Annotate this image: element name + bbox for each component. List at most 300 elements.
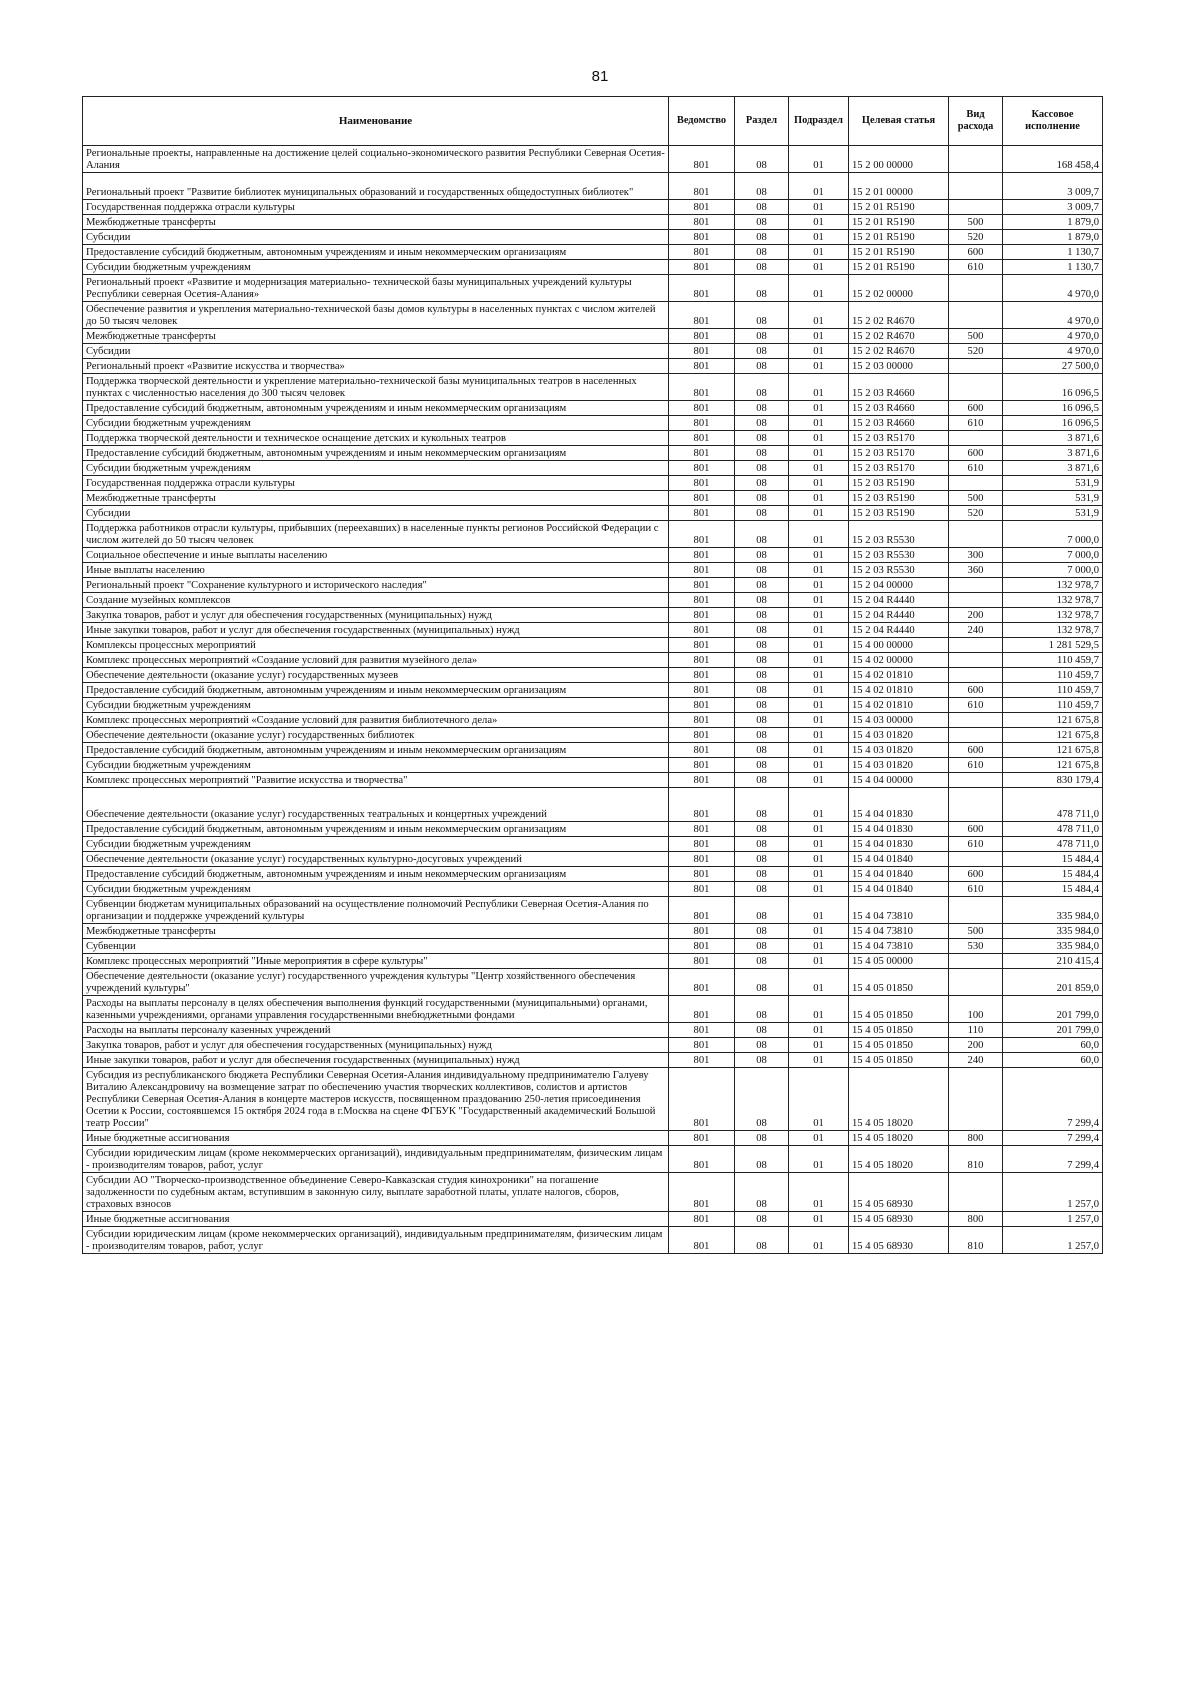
row-celevaya-statya: 15 2 02 R4670 [849, 329, 949, 344]
row-podrazdel: 01 [789, 521, 849, 548]
table-row [83, 954, 1103, 969]
table-row [83, 758, 1103, 773]
row-podrazdel: 01 [789, 852, 849, 867]
row-kassovoe-ispolnenie: 830 179,4 [1003, 773, 1103, 788]
row-vedomstvo: 801 [669, 788, 735, 822]
row-celevaya-statya: 15 4 05 01850 [849, 1038, 949, 1053]
row-podrazdel: 01 [789, 506, 849, 521]
row-name: Государственная поддержка отрасли культуры [83, 476, 669, 491]
row-celevaya-statya: 15 2 01 R5190 [849, 245, 949, 260]
row-vid-rashoda [949, 638, 1003, 653]
row-vid-rashoda [949, 1068, 1003, 1131]
row-name: Предоставление субсидий бюджетным, автономным учреждениям и иным некоммерческим организациям [83, 743, 669, 758]
row-name: Комплекс процессных мероприятий «Создание условий для развития библиотечного дела» [83, 713, 669, 728]
row-podrazdel: 01 [789, 416, 849, 431]
row-name: Субсидии бюджетным учреждениям [83, 698, 669, 713]
row-name: Комплекс процессных мероприятий "Иные мероприятия в сфере культуры" [83, 954, 669, 969]
table-row [83, 996, 1103, 1023]
row-podrazdel: 01 [789, 1023, 849, 1038]
row-podrazdel: 01 [789, 623, 849, 638]
row-podrazdel: 01 [789, 548, 849, 563]
table-row [83, 788, 1103, 822]
row-vedomstvo: 801 [669, 215, 735, 230]
row-name: Субвенции бюджетам муниципальных образований на осуществление полномочий Республики Северная Осетия-Алания по организации и поддержке учреждений культуры [83, 897, 669, 924]
row-celevaya-statya: 15 4 03 01820 [849, 728, 949, 743]
row-kassovoe-ispolnenie: 7 000,0 [1003, 521, 1103, 548]
table-row [83, 491, 1103, 506]
row-name: Предоставление субсидий бюджетным, автономным учреждениям и иным некоммерческим организациям [83, 401, 669, 416]
row-podrazdel: 01 [789, 275, 849, 302]
row-name: Обеспечение деятельности (оказание услуг) государственных театральных и концертных учреждений [83, 788, 669, 822]
row-razdel: 08 [735, 200, 789, 215]
row-kassovoe-ispolnenie: 60,0 [1003, 1053, 1103, 1068]
row-kassovoe-ispolnenie: 531,9 [1003, 476, 1103, 491]
row-kassovoe-ispolnenie: 15 484,4 [1003, 852, 1103, 867]
row-vedomstvo: 801 [669, 506, 735, 521]
row-name: Межбюджетные трансферты [83, 215, 669, 230]
row-razdel: 08 [735, 728, 789, 743]
row-kassovoe-ispolnenie: 335 984,0 [1003, 897, 1103, 924]
row-vid-rashoda: 300 [949, 548, 1003, 563]
row-name: Субсидии юридическим лицам (кроме некоммерческих организаций), индивидуальным предпринимателям, физическим лицам - производителям товаров, работ, услуг [83, 1146, 669, 1173]
row-celevaya-statya: 15 4 05 01850 [849, 996, 949, 1023]
row-podrazdel: 01 [789, 939, 849, 954]
row-razdel: 08 [735, 1053, 789, 1068]
row-kassovoe-ispolnenie: 201 799,0 [1003, 1023, 1103, 1038]
row-vedomstvo: 801 [669, 758, 735, 773]
row-name: Социальное обеспечение и иные выплаты населению [83, 548, 669, 563]
row-podrazdel: 01 [789, 954, 849, 969]
row-kassovoe-ispolnenie: 132 978,7 [1003, 578, 1103, 593]
row-podrazdel: 01 [789, 491, 849, 506]
row-celevaya-statya: 15 2 04 R4440 [849, 623, 949, 638]
row-podrazdel: 01 [789, 260, 849, 275]
row-vedomstvo: 801 [669, 1173, 735, 1212]
row-vid-rashoda: 360 [949, 563, 1003, 578]
row-vid-rashoda: 500 [949, 329, 1003, 344]
row-vid-rashoda: 600 [949, 743, 1003, 758]
row-podrazdel: 01 [789, 146, 849, 173]
row-vid-rashoda: 100 [949, 996, 1003, 1023]
row-razdel: 08 [735, 713, 789, 728]
row-podrazdel: 01 [789, 359, 849, 374]
row-kassovoe-ispolnenie: 132 978,7 [1003, 623, 1103, 638]
row-razdel: 08 [735, 476, 789, 491]
row-razdel: 08 [735, 446, 789, 461]
table-row [83, 563, 1103, 578]
row-podrazdel: 01 [789, 653, 849, 668]
row-name: Иные закупки товаров, работ и услуг для обеспечения государственных (муниципальных) нужд [83, 623, 669, 638]
row-vid-rashoda [949, 852, 1003, 867]
row-razdel: 08 [735, 1173, 789, 1212]
row-podrazdel: 01 [789, 431, 849, 446]
row-podrazdel: 01 [789, 1131, 849, 1146]
row-vid-rashoda: 530 [949, 939, 1003, 954]
row-podrazdel: 01 [789, 173, 849, 200]
row-razdel: 08 [735, 215, 789, 230]
row-kassovoe-ispolnenie: 3 871,6 [1003, 461, 1103, 476]
row-kassovoe-ispolnenie: 110 459,7 [1003, 683, 1103, 698]
row-vid-rashoda [949, 302, 1003, 329]
row-name: Иные бюджетные ассигнования [83, 1131, 669, 1146]
row-name: Создание музейных комплексов [83, 593, 669, 608]
row-vid-rashoda [949, 275, 1003, 302]
table-row [83, 969, 1103, 996]
row-name: Обеспечение деятельности (оказание услуг) государственного учреждения культуры "Центр хозяйственного обеспечения учреждений культуры" [83, 969, 669, 996]
row-vedomstvo: 801 [669, 491, 735, 506]
row-podrazdel: 01 [789, 230, 849, 245]
row-kassovoe-ispolnenie: 1 281 529,5 [1003, 638, 1103, 653]
table-row [83, 359, 1103, 374]
row-name: Субсидии бюджетным учреждениям [83, 461, 669, 476]
row-razdel: 08 [735, 668, 789, 683]
row-vedomstvo: 801 [669, 476, 735, 491]
row-kassovoe-ispolnenie: 16 096,5 [1003, 401, 1103, 416]
row-razdel: 08 [735, 521, 789, 548]
row-kassovoe-ispolnenie: 7 000,0 [1003, 563, 1103, 578]
row-podrazdel: 01 [789, 563, 849, 578]
row-vid-rashoda [949, 359, 1003, 374]
row-name: Межбюджетные трансферты [83, 924, 669, 939]
row-vedomstvo: 801 [669, 924, 735, 939]
table-row [83, 578, 1103, 593]
row-razdel: 08 [735, 996, 789, 1023]
row-celevaya-statya: 15 2 03 R4660 [849, 416, 949, 431]
row-vedomstvo: 801 [669, 446, 735, 461]
row-razdel: 08 [735, 897, 789, 924]
row-vedomstvo: 801 [669, 416, 735, 431]
row-kassovoe-ispolnenie: 4 970,0 [1003, 275, 1103, 302]
row-name: Закупка товаров, работ и услуг для обеспечения государственных (муниципальных) нужд [83, 608, 669, 623]
row-kassovoe-ispolnenie: 3 009,7 [1003, 173, 1103, 200]
row-kassovoe-ispolnenie: 478 711,0 [1003, 822, 1103, 837]
row-celevaya-statya: 15 4 05 68930 [849, 1227, 949, 1254]
row-celevaya-statya: 15 4 02 01810 [849, 683, 949, 698]
row-celevaya-statya: 15 4 04 01830 [849, 837, 949, 852]
row-vedomstvo: 801 [669, 359, 735, 374]
row-vid-rashoda [949, 374, 1003, 401]
row-vid-rashoda: 110 [949, 1023, 1003, 1038]
row-razdel: 08 [735, 1227, 789, 1254]
row-celevaya-statya: 15 4 00 00000 [849, 638, 949, 653]
table-header-row [83, 97, 1103, 146]
row-vid-rashoda [949, 728, 1003, 743]
row-vedomstvo: 801 [669, 728, 735, 743]
row-kassovoe-ispolnenie: 168 458,4 [1003, 146, 1103, 173]
table-row [83, 401, 1103, 416]
row-kassovoe-ispolnenie: 1 257,0 [1003, 1212, 1103, 1227]
row-vid-rashoda: 810 [949, 1146, 1003, 1173]
row-podrazdel: 01 [789, 461, 849, 476]
table-row [83, 275, 1103, 302]
row-razdel: 08 [735, 1131, 789, 1146]
page-number: 81 [591, 68, 609, 85]
row-razdel: 08 [735, 593, 789, 608]
table-row [83, 924, 1103, 939]
row-kassovoe-ispolnenie: 16 096,5 [1003, 374, 1103, 401]
row-celevaya-statya: 15 2 01 R5190 [849, 260, 949, 275]
row-kassovoe-ispolnenie: 531,9 [1003, 506, 1103, 521]
row-podrazdel: 01 [789, 638, 849, 653]
row-kassovoe-ispolnenie: 16 096,5 [1003, 416, 1103, 431]
header-vid-rashoda: Вид расхода [949, 97, 1003, 146]
row-razdel: 08 [735, 608, 789, 623]
row-vid-rashoda: 500 [949, 215, 1003, 230]
row-vedomstvo: 801 [669, 638, 735, 653]
row-celevaya-statya: 15 2 04 00000 [849, 578, 949, 593]
row-vid-rashoda: 610 [949, 758, 1003, 773]
row-kassovoe-ispolnenie: 1 257,0 [1003, 1173, 1103, 1212]
table-row [83, 1068, 1103, 1131]
row-kassovoe-ispolnenie: 15 484,4 [1003, 867, 1103, 882]
row-podrazdel: 01 [789, 446, 849, 461]
row-kassovoe-ispolnenie: 121 675,8 [1003, 728, 1103, 743]
row-razdel: 08 [735, 837, 789, 852]
table-row [83, 668, 1103, 683]
row-podrazdel: 01 [789, 969, 849, 996]
row-podrazdel: 01 [789, 1038, 849, 1053]
row-kassovoe-ispolnenie: 210 415,4 [1003, 954, 1103, 969]
row-vid-rashoda: 610 [949, 416, 1003, 431]
row-name: Иные бюджетные ассигнования [83, 1212, 669, 1227]
row-vedomstvo: 801 [669, 1053, 735, 1068]
row-razdel: 08 [735, 623, 789, 638]
row-celevaya-statya: 15 4 04 00000 [849, 773, 949, 788]
table-row [83, 215, 1103, 230]
row-podrazdel: 01 [789, 698, 849, 713]
row-podrazdel: 01 [789, 758, 849, 773]
row-podrazdel: 01 [789, 1053, 849, 1068]
row-kassovoe-ispolnenie: 3 871,6 [1003, 431, 1103, 446]
row-name: Закупка товаров, работ и услуг для обеспечения государственных (муниципальных) нужд [83, 1038, 669, 1053]
row-celevaya-statya: 15 4 05 18020 [849, 1068, 949, 1131]
table-row [83, 146, 1103, 173]
row-podrazdel: 01 [789, 1173, 849, 1212]
row-razdel: 08 [735, 374, 789, 401]
row-vid-rashoda [949, 476, 1003, 491]
row-razdel: 08 [735, 275, 789, 302]
row-vedomstvo: 801 [669, 698, 735, 713]
row-celevaya-statya: 15 4 04 73810 [849, 924, 949, 939]
row-razdel: 08 [735, 638, 789, 653]
row-vedomstvo: 801 [669, 882, 735, 897]
row-kassovoe-ispolnenie: 1 130,7 [1003, 260, 1103, 275]
row-vid-rashoda: 610 [949, 882, 1003, 897]
row-vedomstvo: 801 [669, 1212, 735, 1227]
row-razdel: 08 [735, 939, 789, 954]
row-vedomstvo: 801 [669, 230, 735, 245]
row-vedomstvo: 801 [669, 329, 735, 344]
row-celevaya-statya: 15 2 02 R4670 [849, 302, 949, 329]
row-celevaya-statya: 15 4 04 73810 [849, 897, 949, 924]
table-row [83, 476, 1103, 491]
row-podrazdel: 01 [789, 344, 849, 359]
row-podrazdel: 01 [789, 578, 849, 593]
row-podrazdel: 01 [789, 897, 849, 924]
row-vedomstvo: 801 [669, 743, 735, 758]
table-row [83, 1212, 1103, 1227]
row-name: Обеспечение деятельности (оказание услуг) государственных библиотек [83, 728, 669, 743]
row-kassovoe-ispolnenie: 121 675,8 [1003, 743, 1103, 758]
row-celevaya-statya: 15 4 04 01830 [849, 822, 949, 837]
row-kassovoe-ispolnenie: 4 970,0 [1003, 302, 1103, 329]
row-razdel: 08 [735, 461, 789, 476]
row-podrazdel: 01 [789, 1146, 849, 1173]
row-celevaya-statya: 15 2 03 R5530 [849, 563, 949, 578]
table-row [83, 548, 1103, 563]
table-row [83, 329, 1103, 344]
row-celevaya-statya: 15 2 02 R4670 [849, 344, 949, 359]
row-vid-rashoda [949, 653, 1003, 668]
row-name: Обеспечение деятельности (оказание услуг) государственных культурно-досуговых учреждений [83, 852, 669, 867]
row-kassovoe-ispolnenie: 132 978,7 [1003, 593, 1103, 608]
row-name: Предоставление субсидий бюджетным, автономным учреждениям и иным некоммерческим организациям [83, 683, 669, 698]
row-vid-rashoda [949, 431, 1003, 446]
row-kassovoe-ispolnenie: 1 257,0 [1003, 1227, 1103, 1254]
table-row [83, 867, 1103, 882]
row-vid-rashoda [949, 969, 1003, 996]
row-celevaya-statya: 15 4 05 01850 [849, 969, 949, 996]
row-vedomstvo: 801 [669, 401, 735, 416]
row-vedomstvo: 801 [669, 1146, 735, 1173]
row-celevaya-statya: 15 2 04 R4440 [849, 608, 949, 623]
row-vid-rashoda [949, 521, 1003, 548]
row-vid-rashoda: 610 [949, 461, 1003, 476]
row-name: Субсидии [83, 506, 669, 521]
row-kassovoe-ispolnenie: 15 484,4 [1003, 882, 1103, 897]
row-kassovoe-ispolnenie: 60,0 [1003, 1038, 1103, 1053]
row-vid-rashoda [949, 578, 1003, 593]
table-row [83, 1146, 1103, 1173]
row-celevaya-statya: 15 2 03 00000 [849, 359, 949, 374]
row-razdel: 08 [735, 1038, 789, 1053]
row-vedomstvo: 801 [669, 146, 735, 173]
row-razdel: 08 [735, 1023, 789, 1038]
row-razdel: 08 [735, 924, 789, 939]
table-row [83, 593, 1103, 608]
row-vid-rashoda: 600 [949, 446, 1003, 461]
row-razdel: 08 [735, 954, 789, 969]
row-podrazdel: 01 [789, 728, 849, 743]
table-row [83, 344, 1103, 359]
row-podrazdel: 01 [789, 1068, 849, 1131]
row-celevaya-statya: 15 4 02 01810 [849, 668, 949, 683]
row-vid-rashoda: 520 [949, 230, 1003, 245]
row-vid-rashoda: 800 [949, 1212, 1003, 1227]
row-vedomstvo: 801 [669, 548, 735, 563]
row-vid-rashoda [949, 773, 1003, 788]
row-name: Субвенции [83, 939, 669, 954]
row-kassovoe-ispolnenie: 110 459,7 [1003, 668, 1103, 683]
table-row [83, 773, 1103, 788]
row-razdel: 08 [735, 230, 789, 245]
row-celevaya-statya: 15 4 04 01840 [849, 882, 949, 897]
row-vid-rashoda: 600 [949, 245, 1003, 260]
row-vedomstvo: 801 [669, 852, 735, 867]
table-row [83, 608, 1103, 623]
row-celevaya-statya: 15 2 03 R5190 [849, 491, 949, 506]
table-row [83, 260, 1103, 275]
row-vedomstvo: 801 [669, 837, 735, 852]
row-vedomstvo: 801 [669, 897, 735, 924]
row-vedomstvo: 801 [669, 683, 735, 698]
row-vid-rashoda [949, 954, 1003, 969]
row-celevaya-statya: 15 4 04 73810 [849, 939, 949, 954]
row-celevaya-statya: 15 2 01 R5190 [849, 230, 949, 245]
row-name: Предоставление субсидий бюджетным, автономным учреждениям и иным некоммерческим организациям [83, 245, 669, 260]
row-vedomstvo: 801 [669, 1023, 735, 1038]
row-vid-rashoda [949, 593, 1003, 608]
row-celevaya-statya: 15 2 03 R5170 [849, 446, 949, 461]
row-name: Комплекс процессных мероприятий «Создание условий для развития музейного дела» [83, 653, 669, 668]
row-podrazdel: 01 [789, 401, 849, 416]
row-vedomstvo: 801 [669, 344, 735, 359]
table-row [83, 374, 1103, 401]
row-celevaya-statya: 15 4 05 68930 [849, 1173, 949, 1212]
row-razdel: 08 [735, 431, 789, 446]
row-razdel: 08 [735, 788, 789, 822]
table-row [83, 743, 1103, 758]
row-razdel: 08 [735, 416, 789, 431]
row-podrazdel: 01 [789, 773, 849, 788]
row-podrazdel: 01 [789, 1227, 849, 1254]
table-row [83, 431, 1103, 446]
table-row [83, 200, 1103, 215]
row-razdel: 08 [735, 867, 789, 882]
row-vedomstvo: 801 [669, 867, 735, 882]
row-razdel: 08 [735, 773, 789, 788]
row-name: Региональный проект "Сохранение культурного и исторического наследия" [83, 578, 669, 593]
row-celevaya-statya: 15 4 05 18020 [849, 1131, 949, 1146]
row-podrazdel: 01 [789, 1212, 849, 1227]
row-razdel: 08 [735, 302, 789, 329]
row-vid-rashoda: 600 [949, 683, 1003, 698]
row-razdel: 08 [735, 359, 789, 374]
row-name: Иные закупки товаров, работ и услуг для обеспечения государственных (муниципальных) нужд [83, 1053, 669, 1068]
row-kassovoe-ispolnenie: 3 871,6 [1003, 446, 1103, 461]
table-row [83, 638, 1103, 653]
row-vid-rashoda: 610 [949, 698, 1003, 713]
row-name: Обеспечение деятельности (оказание услуг) государственных музеев [83, 668, 669, 683]
row-celevaya-statya: 15 2 03 R4660 [849, 401, 949, 416]
row-name: Предоставление субсидий бюджетным, автономным учреждениям и иным некоммерческим организациям [83, 867, 669, 882]
row-vedomstvo: 801 [669, 996, 735, 1023]
row-podrazdel: 01 [789, 608, 849, 623]
row-celevaya-statya: 15 2 01 R5190 [849, 200, 949, 215]
row-celevaya-statya: 15 2 03 R5190 [849, 476, 949, 491]
table-row [83, 852, 1103, 867]
row-podrazdel: 01 [789, 374, 849, 401]
header-name: Наименование [83, 97, 669, 146]
table-row [83, 521, 1103, 548]
row-celevaya-statya: 15 2 03 R5170 [849, 431, 949, 446]
row-vedomstvo: 801 [669, 374, 735, 401]
table-row [83, 416, 1103, 431]
row-name: Комплекс процессных мероприятий "Развитие искусства и творчества" [83, 773, 669, 788]
row-vedomstvo: 801 [669, 1038, 735, 1053]
row-vid-rashoda [949, 897, 1003, 924]
row-razdel: 08 [735, 1212, 789, 1227]
row-razdel: 08 [735, 563, 789, 578]
table-row [83, 728, 1103, 743]
row-name: Расходы на выплаты персоналу в целях обеспечения выполнения функций государственными (муниципальными) органами, казенными учреждениями, органами управления государственными внебюджетными фондами [83, 996, 669, 1023]
row-celevaya-statya: 15 4 05 00000 [849, 954, 949, 969]
table-row [83, 1053, 1103, 1068]
row-podrazdel: 01 [789, 867, 849, 882]
row-name: Иные выплаты населению [83, 563, 669, 578]
row-kassovoe-ispolnenie: 201 859,0 [1003, 969, 1103, 996]
row-vedomstvo: 801 [669, 200, 735, 215]
